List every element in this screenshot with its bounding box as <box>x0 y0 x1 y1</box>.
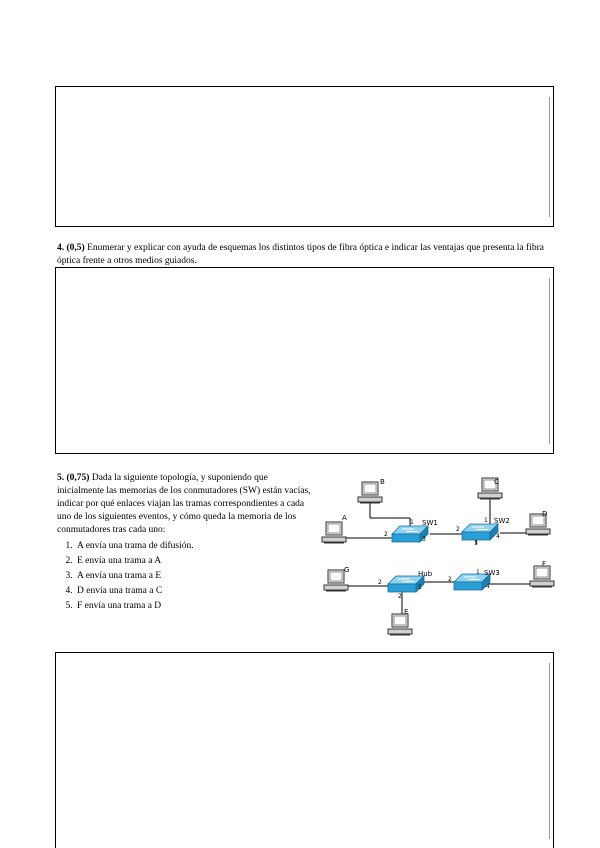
host-g <box>324 566 349 591</box>
host-a <box>322 514 347 543</box>
question-4 <box>57 242 557 268</box>
event-item-2: 2. E envía una trama a A <box>75 554 312 569</box>
host-f-label: F <box>542 560 547 568</box>
hub <box>378 570 433 600</box>
host-b <box>358 478 385 503</box>
sw2-port-4: 4 <box>496 533 500 540</box>
answer-box-4[interactable] <box>55 267 554 454</box>
sw1-port-2: 2 <box>384 531 388 538</box>
host-e-label: E <box>404 608 409 616</box>
event-item-5: 5. F envía una trama a D <box>75 599 312 614</box>
event-item-3: 3. A envía una trama a E <box>75 569 312 584</box>
hub-label: Hub <box>418 570 433 578</box>
event-list <box>57 539 312 614</box>
question-4-text: Enumerar y explicar con ayuda de esquemas los distintos tipos de fibra óptica e indicar las ventajas que presenta la fibra óptica frente a otros medios guiados. <box>57 243 544 266</box>
hub-port-2b: 2 <box>398 593 402 600</box>
question-5-text: Dada la siguiente topología, y suponiendo que inicialmente las memorias de los conmutadores (SW) están vacías, indicar por qué enlaces viajan las tramas correspondientes a cada uno de los siguientes eventos, y cómo queda la memoria de los conmutadores tras cada uno: <box>57 473 311 535</box>
sw2-port-3: 3 <box>474 540 478 547</box>
switch-sw3 <box>448 569 500 590</box>
event-item-4: 4. D envía una trama a C <box>75 584 312 599</box>
sw3-port-4: 4 <box>486 583 490 590</box>
sw1-label: SW1 <box>422 519 438 527</box>
links <box>346 498 530 614</box>
host-d-label: D <box>542 510 548 518</box>
sw1-port-3: 3 <box>422 536 426 543</box>
hub-port-1: 1 <box>418 584 422 591</box>
host-g-label: G <box>344 566 350 574</box>
sw2-label: SW2 <box>494 517 510 525</box>
host-c-label: C <box>494 478 499 486</box>
hub-port-2: 2 <box>378 579 382 586</box>
question-5-number: 5. (0,75) <box>57 473 90 483</box>
switch-sw2 <box>456 517 510 547</box>
sw2-port-1: 1 <box>484 517 488 524</box>
host-b-label: B <box>380 478 385 486</box>
event-item-1: 1. A envía una trama de difusión. <box>75 539 312 554</box>
host-a-label: A <box>342 514 347 522</box>
answer-box-5[interactable] <box>55 652 554 848</box>
host-f <box>530 560 554 587</box>
host-c <box>478 478 502 499</box>
switch-sw1 <box>384 519 438 543</box>
sw2-port-2: 2 <box>456 526 460 533</box>
sw3-port-2: 2 <box>448 576 452 583</box>
question-4-number: 4. (0,5) <box>57 243 85 253</box>
answer-box-3[interactable] <box>55 86 554 227</box>
host-d <box>526 510 550 535</box>
sw3-label: SW3 <box>484 569 500 577</box>
network-topology-diagram <box>318 474 558 639</box>
host-e-bottom <box>388 608 412 635</box>
sw1-port-1: 1 <box>410 519 414 526</box>
sw3-port-1: 1 <box>476 569 480 576</box>
question-5 <box>57 472 312 614</box>
